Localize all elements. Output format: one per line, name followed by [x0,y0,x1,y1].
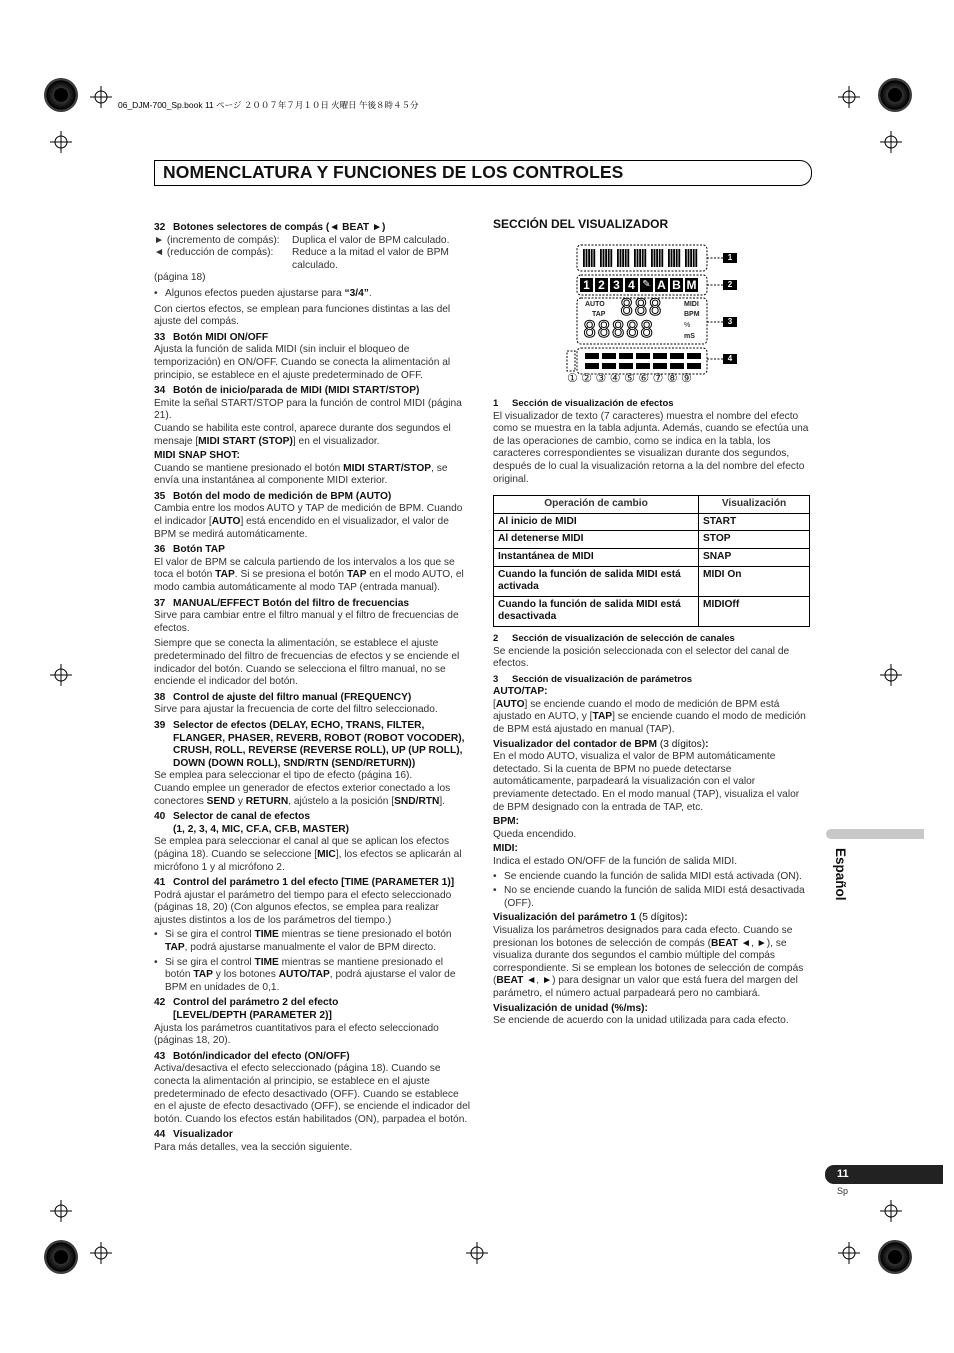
dot-matrix-cell [591,249,593,267]
channel-m: M [686,278,697,292]
section-heading: 36 Botón TAP [154,544,225,556]
callout-2: 2 [727,280,733,289]
section-heading: 42 Control del parámetro 2 del efecto [154,997,339,1009]
dot-matrix-cell [673,249,675,267]
dot-matrix-cell [693,249,695,267]
crosshair-icon [838,1242,860,1264]
dot-matrix-cell [644,249,646,267]
auto-label: AUTO [585,301,605,308]
section-heading: 2 Sección de visualización de selección de canales [493,632,735,644]
level-bar [653,363,667,369]
level-indicator-numbers: ① ② ③ ④ ⑤ ⑥ ⑦ ⑧ ⑨ [567,371,692,385]
section-heading: 34 Botón de inicio/parada de MIDI (MIDI START/STOP) [154,385,420,397]
dot-matrix-cell [642,249,644,267]
dot-matrix-cell [659,249,661,267]
crosshair-icon [50,1200,72,1222]
registration-dot [878,78,912,112]
bpm-digits: 888 [620,296,663,321]
level-bar [619,363,633,369]
crosshair-icon [50,131,72,153]
level-bar [653,353,667,359]
section-heading: 32 Botones selectores de compás (◄ BEAT ►) [154,222,386,233]
registration-dot [44,1240,78,1274]
level-bar [670,353,684,359]
section-heading: 33 Botón MIDI ON/OFF [154,331,269,343]
registration-dot [44,78,78,112]
section-heading: 3 Sección de visualización de parámetros [493,673,693,685]
channel-1: 1 [580,278,593,292]
dot-matrix-cell [656,249,658,267]
channel-a: A [655,278,668,292]
dot-matrix-cell [625,249,627,267]
section-heading: 44 Visualizador [154,1129,233,1141]
dot-matrix-cell [695,249,697,267]
crosshair-icon [838,86,860,108]
section-heading: 38 Control de ajuste del filtro manual (FREQUENCY) [154,691,412,703]
section-heading: 39 Selector de efectos (DELAY, ECHO, TRANS, FILTER, FLANGER, PHASER, REVERB, ROBOT (ROBOT VOCODER), CRUSH, ROLL, REVERSE (REVERSE ROLL), UP (UP ROLL), DOWN (DOWN ROLL), SND/RTN (SEND/RETURN)) [154,719,465,769]
page-number-tab [825,1165,943,1184]
dot-matrix-cell [622,249,624,267]
registration-dot [878,1240,912,1274]
tap-label: TAP [592,311,606,318]
level-bar [670,363,684,369]
crosshair-icon [880,1200,902,1222]
dot-matrix-cell [617,249,619,267]
percent-label: % [684,322,691,329]
page-title: NOMENCLATURA Y FUNCIONES DE LOS CONTROLES [163,162,624,182]
dot-matrix-cell [600,249,602,267]
language-label: Español [833,848,848,901]
level-bar [619,353,633,359]
level-bar [585,353,599,359]
callout-4: 4 [727,354,733,363]
dot-matrix-cell [620,249,622,267]
channel-4: 4 [625,278,638,292]
dot-matrix-cell [588,249,590,267]
dot-matrix-cell [654,249,656,267]
channel-b: B [670,278,683,292]
dot-matrix-cell [608,249,610,267]
page-language-code: Sp [837,1186,849,1196]
crosshair-icon [880,664,902,686]
dot-matrix-cell [678,249,680,267]
dot-matrix-cell [610,249,612,267]
table-row: Cuando la función de salida MIDI está desactivada MIDIOff [494,596,810,626]
channel-2: 2 [595,278,608,292]
dot-matrix-cell [676,249,678,267]
page-number: 11 [837,1168,849,1180]
mic-icon: ✎ [640,278,653,292]
left-column: 32 Botones selectores de compás (◄ BEAT ►) ► (incremento de compás): Duplica el valor de BPM calculado. ◄ (reducción de compás): Reduce a la mitad el valor de BPM calculado. (página 18) • Algunos efectos pueden ajustarse para “3/4”. Con ciertos efectos, se emplean para funciones distintas a las del ajuste del compás. 33 Botón MIDI ON/OFF Ajusta la función de salida MIDI (sin incluir el bloqueo de temporización) en ON/OFF. Cuando se conecta la alimentación al principio, se establece en el ajuste predeterminado de OFF. 34 Botón de inicio/parada de MIDI (MIDI START/STOP) Emite la señal START/STOP para la función de control MIDI (página 21). Cuando se habilita este control, aparece durante dos segundos el mensaje [MIDI START (STOP)] en el visualizador. MIDI SNAP SHOT: Cuando se mantiene presionado el botón MIDI START/STOP, se envía una instantánea al componente MIDI exterior. 35 Botón del modo de medición de BPM (AUTO) Cambia entre los modos AUTO y TAP de medición de BPM. Cuando el indicador [AUTO] está encendido en el visualizador, el valor de BPM se medirá automáticamente. 36 Botón TAP El valor de BPM se calcula partiendo de los intervalos a los que se toca el botón TAP. Si se presiona el botón TAP en el modo AUTO, el modo cambia automáticamente al modo TAP (entrada manual). 37 MANUAL/EFFECT Botón del filtro de frecuencias Sirve para cambiar entre el filtro manual y el filtro de frecuencias de efectos. Siempre que se conecta la alimentación, se establece el ajuste predeterminado del filtro de frecuencias de efectos y se enciende el indicador del botón. Cuando se selecciona el filtro manual, no se enciende el indicador del botón. 38 Control de ajuste del filtro manual (FREQUENCY) Sirve para ajustar la frecuencia de corte del filtro seleccionado. 39 Selector de efectos (DELAY, ECHO, TRANS, FILTER, FLANGER, PHASER, REVERB, ROBOT (ROBOT VOCODER), CRUSH, ROLL, REVERSE (REVERSE ROLL), UP (UP ROLL), DOWN (DOWN ROLL), SND/RTN (SEND/RETURN)) Se emplea para seleccionar el tipo de efecto (página 16). Cuando emplee un generador de efectos exterior conectado a los conectores SEND y RETURN, ajústelo a la posición [SND/RTN]. 40 Selector de canal de efectos (1, 2, 3, 4, MIC, CF.A, CF.B, MASTER) Se emplea para seleccionar el canal al que se aplican los efectos (página 18). Cuando se seleccione [MIC], los efectos se aplicarán al micrófono 1 y al micrófono 2. 41 Control del parámetro 1 del efecto [TIME (PARAMETER 1)] Podrá ajustar el parámetro del tiempo para el efecto seleccionado (páginas 18, 20) (Con algunos efectos, se emplea para realizar ajustes distintos a los de los parámetros del tiempo.) • Si se gira el control TIME mientras se tiene presionado el botón TAP, podrá ajustarse manualmente el valor de BPM directo. • Si se gira el control TIME mientras se mantiene presionado el botón TAP y los botones AUTO/TAP, podrá ajustarse el valor de BPM en unidades de 0,1. 42 Control del parámetro 2 del efecto [LEVEL/DEPTH (PARAMETER 2)] Ajusta los parámetros cuantitativos para el efecto seleccionado (páginas 18, 20). 43 Botón/indicador del efecto (ON/OFF) Activa/desactiva el efecto seleccionado (página 18). Cuando se conecta la alimentación al principio, se establece en el ajuste predeterminado de efecto desactivado (OFF). Cuando se establece en el ajuste de efecto desactivado (OFF), se enciende el indicador del botón. Cuando los efectos están habilitados (ON), parpadea el botón. 44 Visualizador Para más detalles, vea la sección siguiente. [154,219,470,1155]
section-heading: 43 Botón/indicador del efecto (ON/OFF) [154,1050,350,1062]
dot-matrix-cell [583,249,585,267]
crosshair-icon [50,664,72,686]
display-section-title: SECCIÓN DEL VISUALIZADOR [493,217,669,231]
crosshair-icon [880,131,902,153]
language-tab [826,829,924,839]
ms-label: mS [684,333,695,340]
dot-matrix-cell [605,249,607,267]
book-header: 06_DJM-700_Sp.book 11 ページ ２００７年７月１０日 火曜日 午後８時４５分 [118,100,419,110]
crosshair-icon [90,1242,112,1264]
section-heading: 37 MANUAL/EFFECT Botón del filtro de frecuencias [154,597,410,609]
table-row: Al detenerse MIDI STOP [494,531,810,549]
dot-matrix-cell [586,249,588,267]
dot-matrix-cell [634,249,636,267]
table-row: Al inicio de MIDI START [494,513,810,531]
parameter-digits: 88888 [583,318,655,343]
dot-matrix-cell [637,249,639,267]
level-bar [687,363,701,369]
level-bar [636,363,650,369]
bpm-label: BPM [684,311,700,318]
change-operation-table: Operación de cambio Visualización Al inicio de MIDI START Al detenerse MIDI STOP Instantánea de MIDI SNAP Cuando la función de salida MIDI está activada MIDI On Cuando la función de salida MIDI está desactivada MIDIOff [493,495,810,627]
section-heading: 41 Control del parámetro 1 del efecto [TIME (PARAMETER 1)] [154,877,455,889]
channel-3: 3 [610,278,623,292]
dot-matrix-cell [688,249,690,267]
dot-matrix-cell [668,249,670,267]
level-bar [687,353,701,359]
crosshair-icon [466,1242,488,1264]
callout-1: 1 [727,253,733,262]
page-title-box [154,160,812,186]
dot-matrix-cell [685,249,687,267]
dot-matrix-cell [661,249,663,267]
right-column: 1 Sección de visualización de efectos El visualizador de texto (7 caracteres) muestra el nombre del efecto como se muestra en la tabla adjunta. Además, cuando se efectúa una de las operaciones de cambio, como se indica en la tabla, los caracteres correspondientes se visualizan durante dos segundos, después de lo cual la visualización retorna a la del nombre del efecto original. Operación de cambio Visualización Al inicio de MIDI START Al detenerse MIDI STOP Instantánea de MIDI SNAP Cuando la función de salida MIDI está activada MIDI On Cuando la función de salida MIDI está desactivada MIDIOff 2 Sección de visualización de selección de canales Se enciende la posición seleccionada con el selector del canal de efectos. 3 Sección de visualización de parámetros AUTO/TAP: [AUTO] se enciende cuando el modo de medición de BPM está ajustado en AUTO, y [TAP] se enciende cuando el modo de medición de BPM está ajustado en manual (TAP). Visualizador del contador de BPM (3 dígitos): En el modo AUTO, visualiza el valor de BPM automáticamente detectado. Si la cuenta de BPM no puede detectarse automáticamente, parpadeará la visualización con el valor previamente detectado. En el modo manual (TAP), visualiza el valor de BPM designado con la entrada de TAP, etc. BPM: Queda encendido. MIDI: Indica el estado ON/OFF de la función de salida MIDI. • Se enciende cuando la función de salida MIDI está activada (ON). • No se enciende cuando la función de salida MIDI está desactivada (OFF). Visualización del parámetro 1 (5 dígitos): Visualiza los parámetros designados para cada efecto. Cuando se presionan los botones de selección de compás (BEAT ◄, ►), se visualiza durante dos segundos el cambio múltiple del compás correspondiente. Si se emplean los botones de selección de compás (BEAT ◄, ►) para designar un valor que está fuera del margen del parámetro, el número actual parpadeará pero no cambiará. Visualización de unidad (%/ms): Se enciende de acuerdo con la unidad utilizada para cada efecto. [493,395,811,1028]
dot-matrix-cell [627,249,629,267]
section-heading: 40 Selector de canal de efectos [154,811,311,823]
dot-matrix-cell [593,249,595,267]
section-heading: 1 Sección de visualización de efectos [493,398,674,409]
table-row: Instantánea de MIDI SNAP [494,548,810,566]
dot-matrix-cell [690,249,692,267]
section-heading: 35 Botón del modo de medición de BPM (AUTO) [154,490,392,502]
channel-indicators [580,278,698,292]
dot-matrix-cell [603,249,605,267]
table-row: Cuando la función de salida MIDI está activada MIDI On [494,566,810,596]
level-bar [602,363,616,369]
dot-matrix-cell [651,249,653,267]
dot-matrix-cell [671,249,673,267]
callout-3: 3 [727,317,733,326]
level-bar [602,353,616,359]
level-bar [585,363,599,369]
crosshair-icon [90,86,112,108]
level-bar [636,353,650,359]
midi-label: MIDI [684,301,699,308]
dot-matrix-cell [639,249,641,267]
